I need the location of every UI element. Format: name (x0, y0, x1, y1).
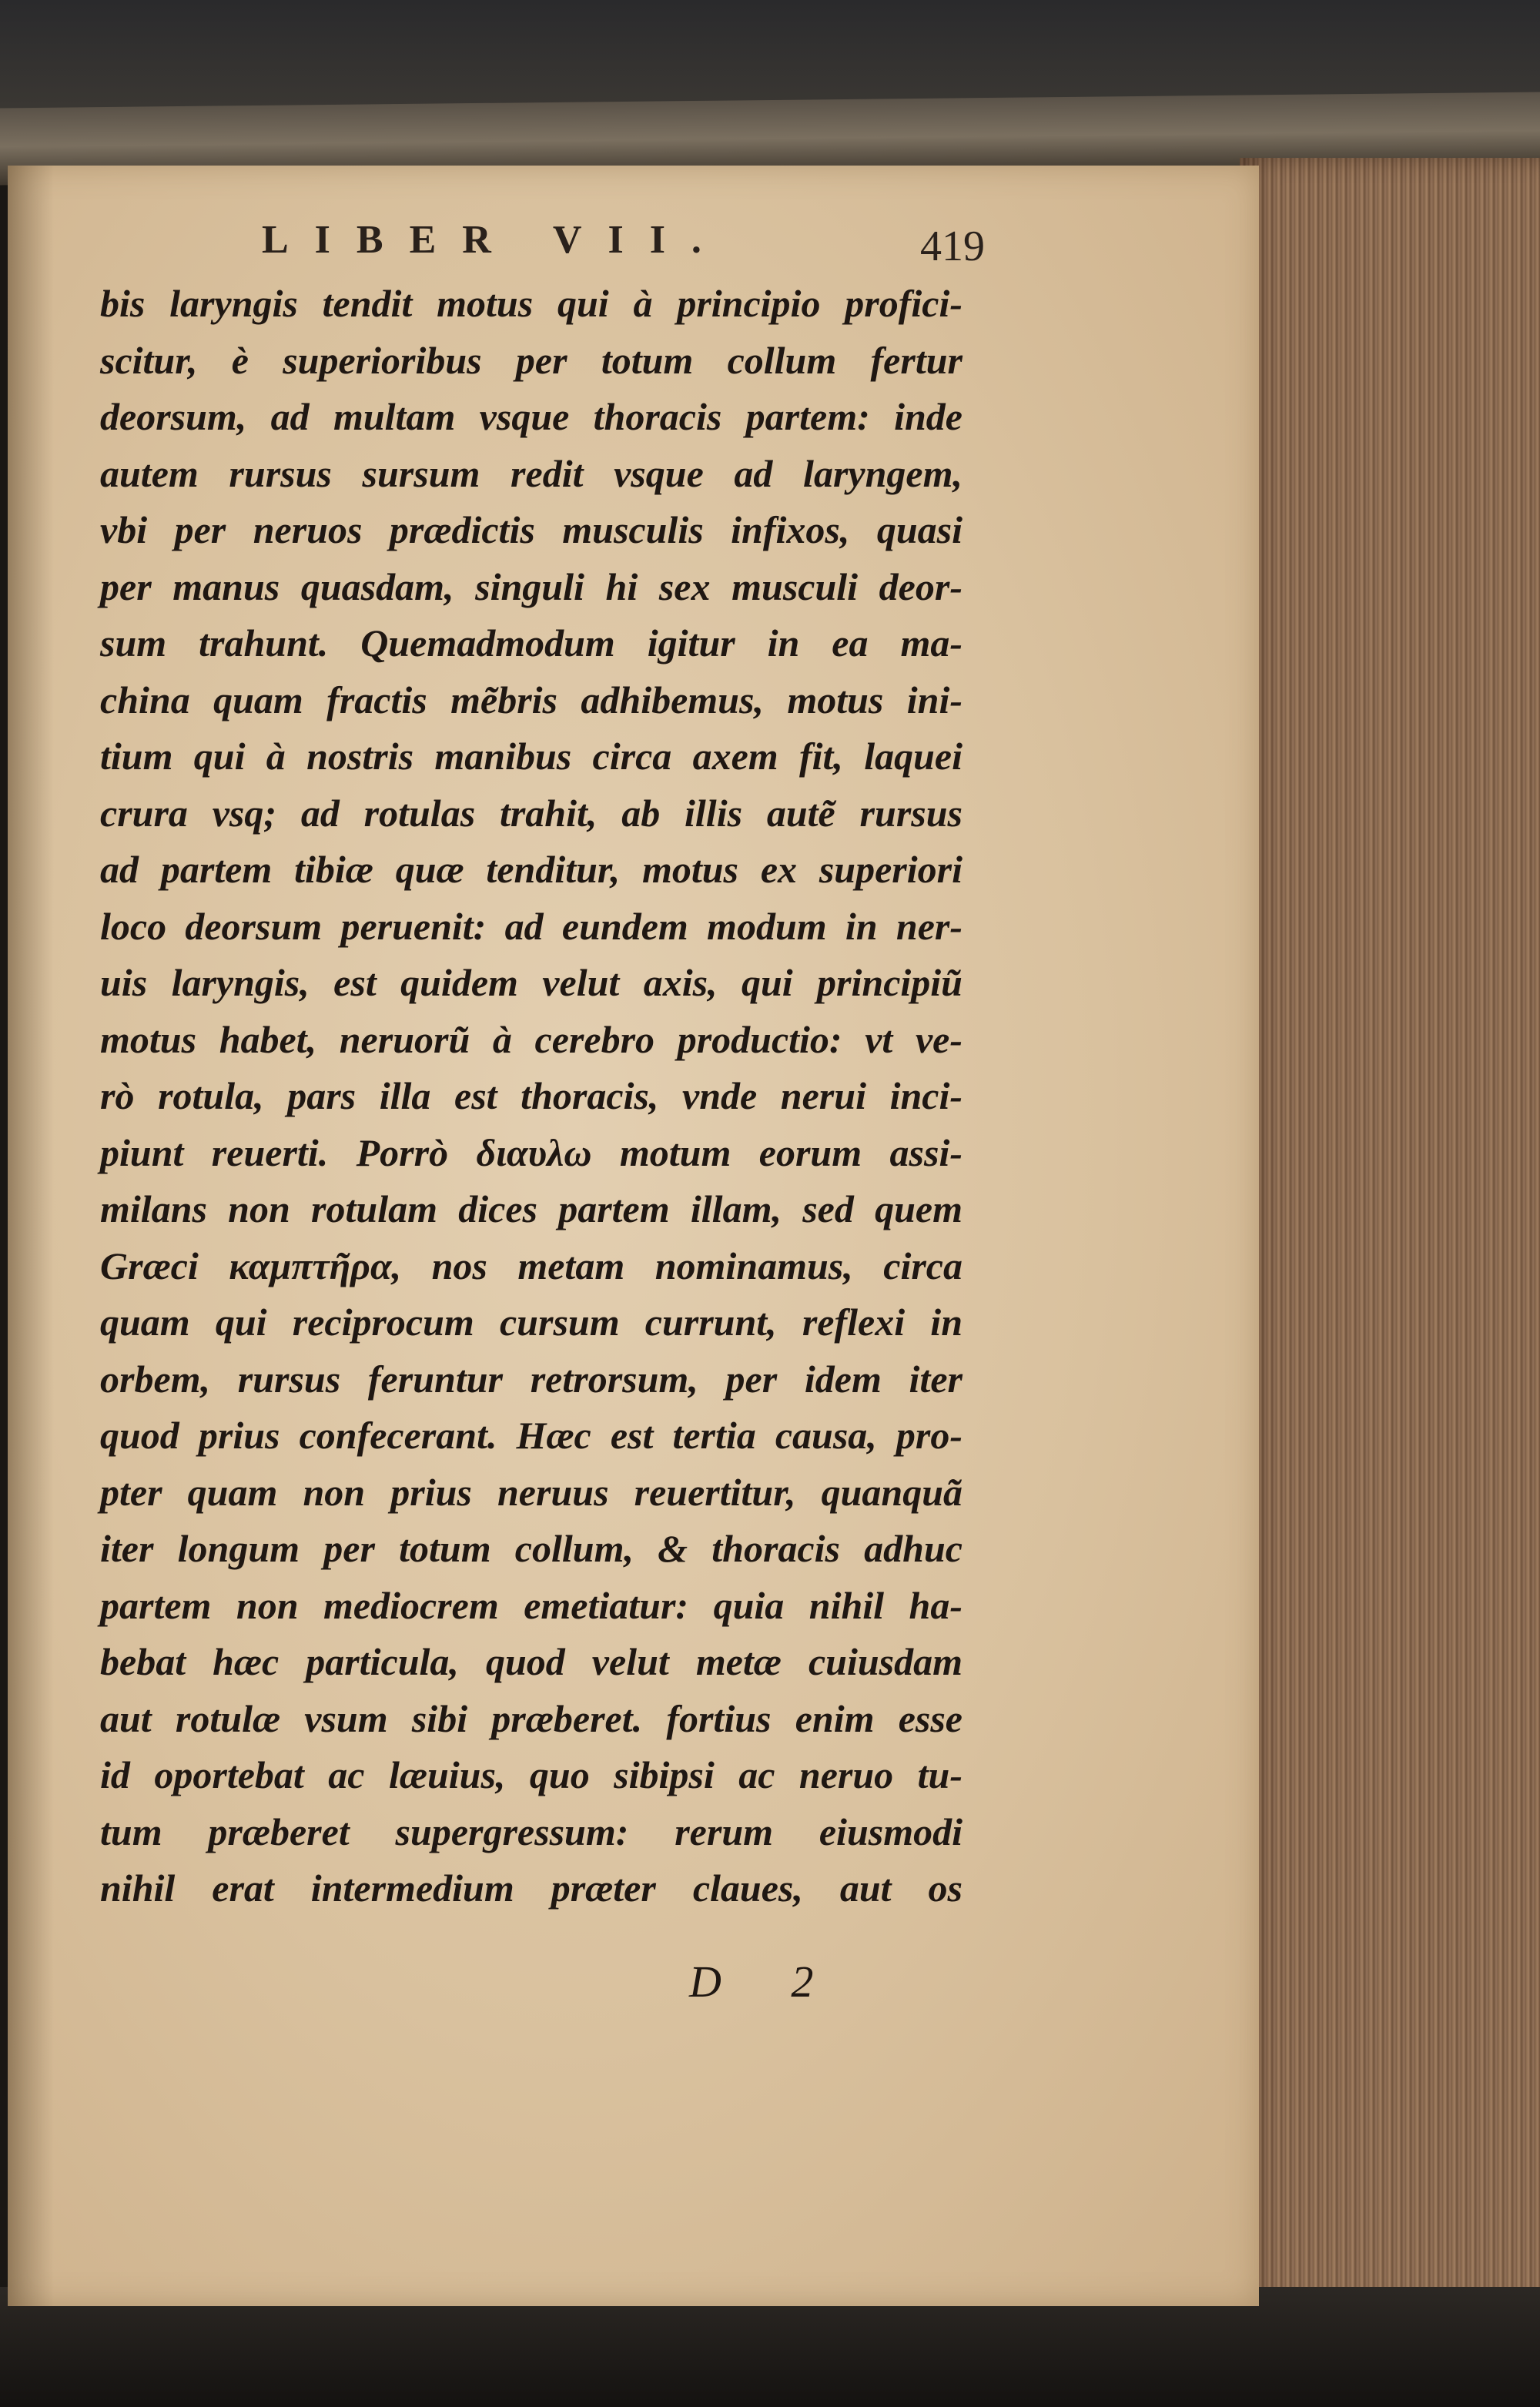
text-line: per manus quasdam, singuli hi sex musculi deor- (100, 564, 962, 608)
text-line: china quam fractis mẽbris adhibemus, motus ini- (100, 678, 962, 721)
text-line: milans non rotulam dices partem illam, sed quem (100, 1187, 962, 1230)
text-line: id oportebat ac læuius, quo sibipsi ac neruo tu- (100, 1753, 962, 1796)
text-line: motus habet, neruorũ à cerebro productio: vt ve- (100, 1017, 962, 1061)
text-line: partem non mediocrem emetiatur: quia nihil ha- (100, 1583, 962, 1627)
body-text (100, 276, 962, 1917)
text-line: iter longum per totum collum, & thoracis adhuc (100, 1527, 962, 1570)
text-line: autem rursus sursum redit vsque ad laryngem, (100, 451, 962, 495)
text-line: sum trahunt. Quemadmodum igitur in ea ma- (100, 621, 962, 665)
text-line: scitur, è superioribus per totum collum fertur (100, 338, 962, 382)
page-header (0, 208, 1251, 269)
text-line: rò rotula, pars illa est thoracis, vnde nerui inci- (100, 1074, 962, 1117)
text-line: piunt reuerti. Porrò διαυλω motum eorum assi- (100, 1130, 962, 1174)
text-line: orbem, rursus feruntur retrorsum, per idem iter (100, 1357, 962, 1401)
text-line: ad partem tibiæ quæ tenditur, motus ex superiori (100, 848, 962, 891)
signature-mark: D 2 (689, 1957, 843, 2007)
text-line: loco deorsum peruenit: ad eundem modum in ner- (100, 904, 962, 948)
text-line: deorsum, ad multam vsque thoracis partem: inde (100, 395, 962, 438)
text-line: nihil erat intermedium præter claues, aut os (100, 1866, 962, 1910)
text-line: quod prius confecerant. Hæc est tertia causa, pro- (100, 1414, 962, 1457)
text-line: pter quam non prius neruus reuertitur, quanquã (100, 1470, 962, 1514)
text-line: crura vsq; ad rotulas trahit, ab illis autẽ rursus (100, 791, 962, 835)
running-head: LIBER VII. (262, 218, 728, 262)
text-line: tum præberet supergressum: rerum eiusmodi (100, 1809, 962, 1853)
text-line: quam qui reciprocum cursum currunt, reflexi in (100, 1301, 962, 1344)
text-line: bebat hæc particula, quod velut metæ cuiusdam (100, 1640, 962, 1683)
text-line: uis laryngis, est quidem velut axis, qui principiũ (100, 961, 962, 1004)
text-line: aut rotulæ vsum sibi præberet. fortius enim esse (100, 1696, 962, 1740)
page-edges-fore-edge (1240, 158, 1540, 2314)
page-number: 419 (920, 223, 985, 270)
page-gutter-shadow (8, 166, 54, 2306)
text-line: bis laryngis tendit motus qui à principio profici- (100, 282, 962, 325)
text-line: vbi per neruos prædictis musculis infixos, quasi (100, 508, 962, 551)
text-line: tium qui à nostris manibus circa axem fit, laquei (100, 735, 962, 778)
text-line: Græci καμπτῆρα, nos metam nominamus, circa (100, 1244, 962, 1287)
